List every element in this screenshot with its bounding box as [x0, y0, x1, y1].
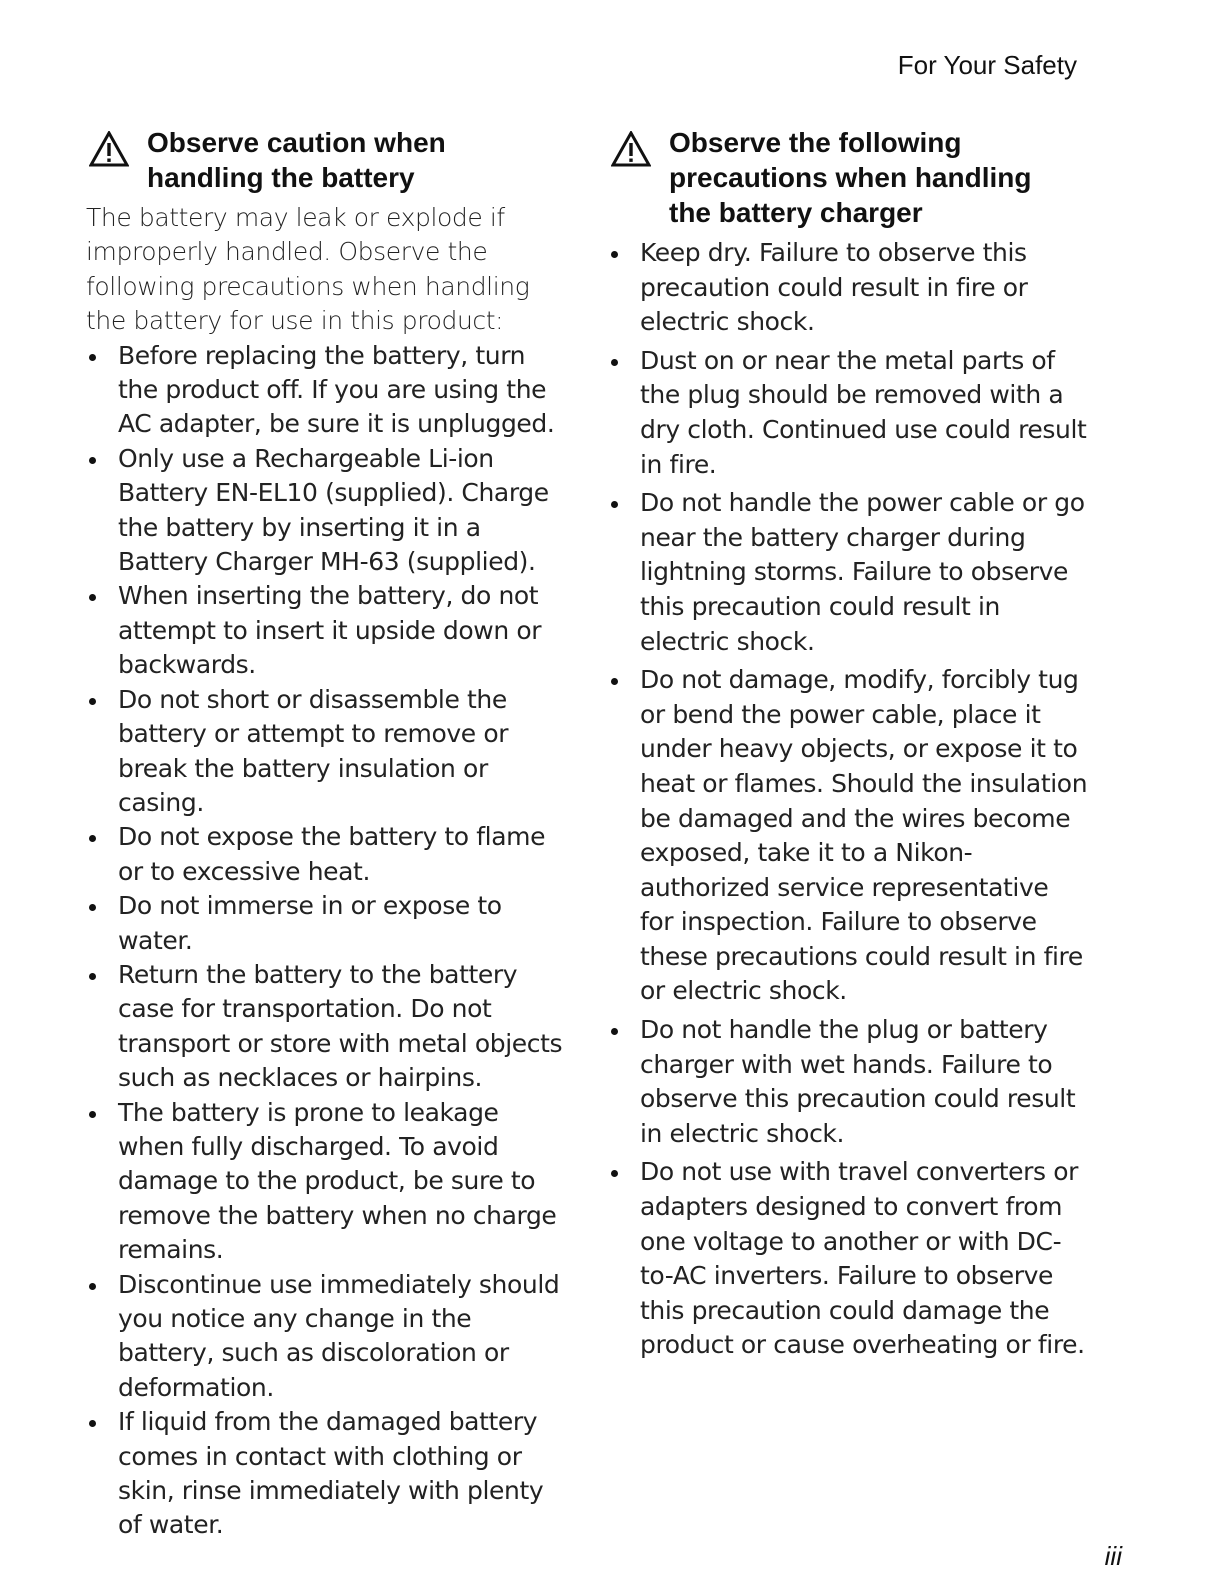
list-item-text: Return the battery to the battery case for transportation. Do not transport or store with metal objects such as necklaces or hairpins. [118, 959, 563, 1093]
list-item [86, 442, 566, 580]
bullet-icon [611, 251, 618, 258]
bullet-icon [89, 1111, 96, 1118]
list-item [608, 1155, 1088, 1363]
list-item [608, 663, 1088, 1009]
page-number: iii [1104, 1541, 1122, 1571]
list-item [608, 344, 1088, 482]
list-item [86, 1405, 566, 1543]
list-item-text: If liquid from the damaged battery comes in contact with clothing or skin, rinse immediately with plenty of water. [118, 1407, 544, 1540]
list-item [86, 683, 566, 821]
bullet-icon [89, 835, 96, 842]
bullet-icon [611, 678, 618, 685]
section-heading [608, 125, 1088, 230]
precaution-list [608, 236, 1088, 1363]
battery-caution-section [86, 125, 566, 1543]
heading-line: precautions when handling [669, 162, 1032, 193]
list-item [86, 958, 566, 1096]
list-item-text: Dust on or near the metal parts of the plug should be removed with a dry cloth. Continued use could result in fire. [640, 345, 1087, 479]
bullet-icon [611, 1170, 618, 1177]
list-item [86, 339, 566, 442]
list-item [608, 1013, 1088, 1151]
section-heading [86, 125, 566, 195]
list-item [86, 889, 566, 958]
list-item-text: Do not immerse in or expose to water. [118, 891, 502, 955]
list-item-text: The battery is prone to leakage when fully discharged. To avoid damage to the product, be sure to remove the battery when no charge remains. [118, 1097, 557, 1265]
warning-triangle-icon [611, 131, 651, 167]
charger-caution-section [608, 125, 1088, 1363]
list-item [86, 820, 566, 889]
intro-paragraph: The battery may leak or explode if improperly handled. Observe the following precautions when handling the battery for use in this product: [86, 203, 530, 336]
bullet-icon [89, 973, 96, 980]
list-item-text: Do not use with travel converters or adapters designed to convert from one voltage to another or with DC-to-AC inverters. Failure to observe this precaution could damage the product or cause overheating or fire. [640, 1157, 1085, 1360]
list-item-text: Do not handle the power cable or go near the battery charger during lightning storms. Failure to observe this precaution could result in electric shock. [640, 488, 1085, 656]
bullet-icon [611, 1028, 618, 1035]
list-item [86, 1096, 566, 1268]
precaution-list [86, 339, 566, 1543]
bullet-icon [89, 457, 96, 464]
list-item-text: Do not expose the battery to flame or to excessive heat. [118, 822, 546, 886]
list-item-text: When inserting the battery, do not attempt to insert it upside down or backwards. [118, 581, 542, 680]
bullet-icon [89, 354, 96, 361]
warning-triangle-icon [89, 131, 129, 167]
heading-text [669, 125, 1088, 230]
list-item-text: Only use a Rechargeable Li-ion Battery EN-EL10 (supplied). Charge the battery by inserting it in a Battery Charger MH-63 (supplied). [118, 443, 549, 577]
bullet-icon [89, 1420, 96, 1427]
bullet-icon [89, 904, 96, 911]
running-header: For Your Safety [897, 50, 1077, 80]
bullet-icon [611, 501, 618, 508]
bullet-icon [89, 594, 96, 601]
list-item [86, 1268, 566, 1406]
list-item [86, 579, 566, 682]
list-item [608, 236, 1088, 340]
list-item-text: Do not handle the plug or battery charger with wet hands. Failure to observe this precaution could result in electric shock. [640, 1015, 1076, 1148]
list-item-text: Do not short or disassemble the battery or attempt to remove or break the battery insulation or casing. [118, 684, 509, 817]
list-item-text: Keep dry. Failure to observe this precaution could result in fire or electric shock. [640, 238, 1028, 337]
bullet-icon [89, 698, 96, 705]
bullet-icon [89, 1283, 96, 1290]
heading-line: the battery charger [669, 197, 923, 228]
list-item [608, 486, 1088, 659]
list-item-text: Discontinue use immediately should you notice any change in the battery, such as discoloration or deformation. [118, 1269, 560, 1402]
heading-line: handling the battery [147, 162, 415, 193]
heading-line: Observe caution when [147, 127, 446, 158]
heading-line: Observe the following [669, 127, 962, 158]
bullet-icon [611, 359, 618, 366]
list-item-text: Do not damage, modify, forcibly tug or bend the power cable, place it under heavy objects, or expose it to heat or flames. Should the insulation be damaged and the wires become exposed, take it to a Nikon-authorized service representative for inspection. Failure to observe these precautions could result in fire or electric shock. [640, 665, 1088, 1006]
heading-text [147, 125, 566, 195]
list-item-text: Before replacing the battery, turn the product off. If you are using the AC adapter, be sure it is unplugged. [118, 340, 555, 439]
